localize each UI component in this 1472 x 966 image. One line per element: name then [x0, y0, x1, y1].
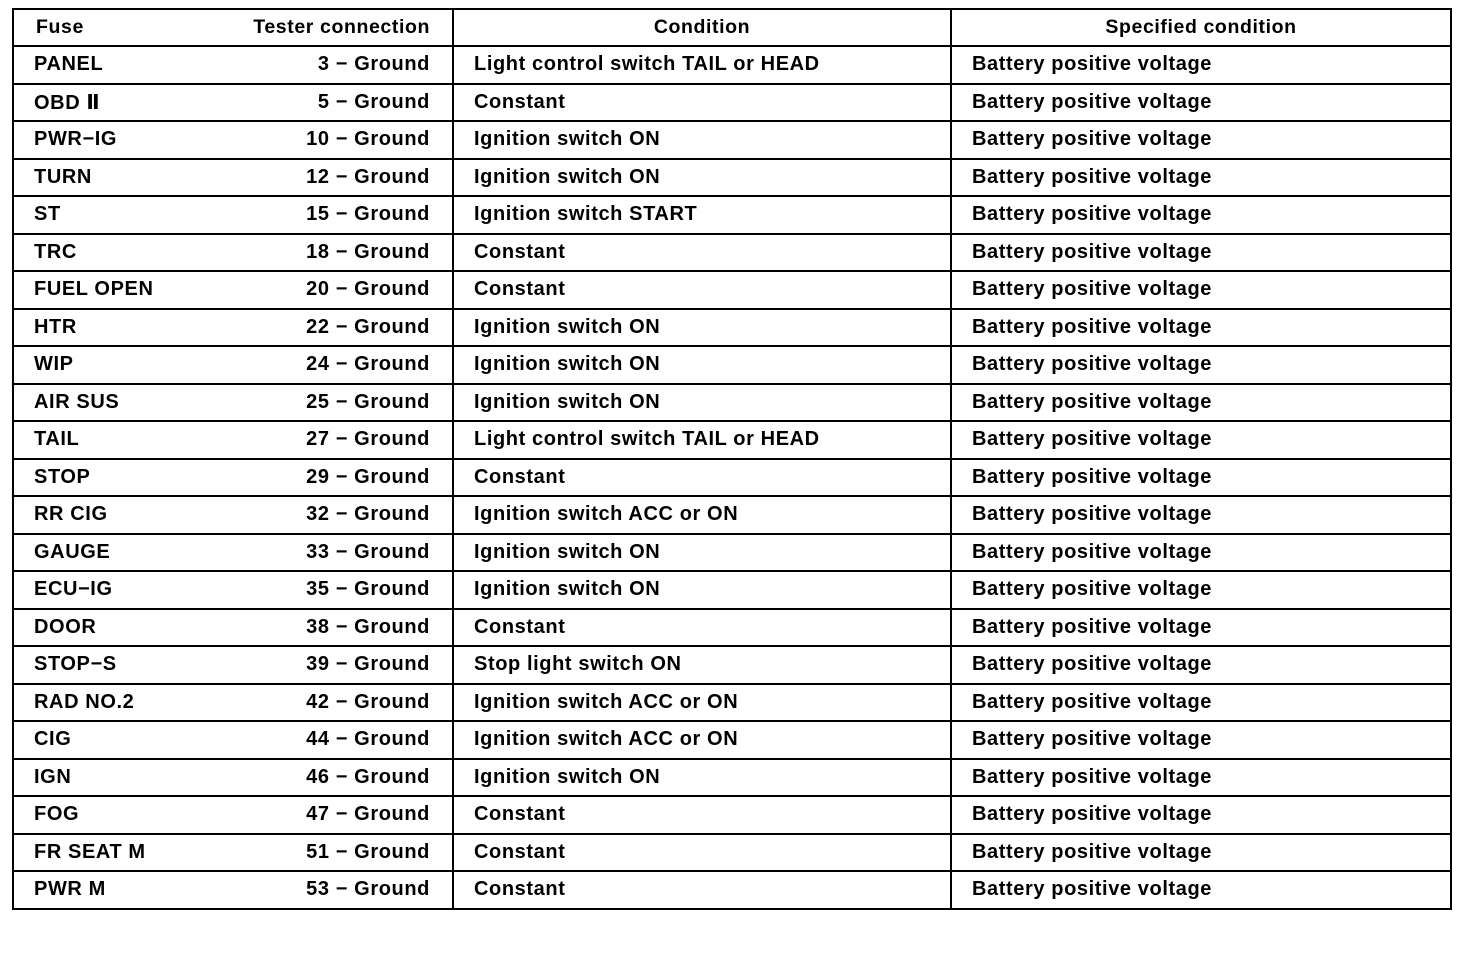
- fuse-spec-table: [12, 8, 1452, 910]
- specified-condition-cell: Battery positive voltage: [951, 84, 1451, 122]
- fuse-cell: ST: [13, 196, 213, 234]
- tester-connection-cell: 38 − Ground: [213, 609, 453, 647]
- condition-cell: Ignition switch ON: [453, 309, 951, 347]
- specified-condition-cell: Battery positive voltage: [951, 421, 1451, 459]
- specified-condition-cell: Battery positive voltage: [951, 271, 1451, 309]
- tester-connection-cell: 12 − Ground: [213, 159, 453, 197]
- fuse-cell: RR CIG: [13, 496, 213, 534]
- fuse-cell: CIG: [13, 721, 213, 759]
- fuse-cell: IGN: [13, 759, 213, 797]
- fuse-cell: HTR: [13, 309, 213, 347]
- table-row: [13, 534, 1451, 572]
- table-row: [13, 759, 1451, 797]
- fuse-cell: FR SEAT M: [13, 834, 213, 872]
- specified-condition-cell: Battery positive voltage: [951, 684, 1451, 722]
- specified-condition-cell: Battery positive voltage: [951, 534, 1451, 572]
- condition-cell: Ignition switch START: [453, 196, 951, 234]
- tester-connection-cell: 32 − Ground: [213, 496, 453, 534]
- condition-cell: Ignition switch ON: [453, 534, 951, 572]
- header-condition: Condition: [453, 9, 951, 46]
- condition-cell: Ignition switch ON: [453, 759, 951, 797]
- header-tester-connection: Tester connection: [213, 9, 453, 46]
- table-row: [13, 346, 1451, 384]
- fuse-cell: TRC: [13, 234, 213, 272]
- specified-condition-cell: Battery positive voltage: [951, 459, 1451, 497]
- table-row: [13, 196, 1451, 234]
- condition-cell: Ignition switch ACC or ON: [453, 684, 951, 722]
- tester-connection-cell: 24 − Ground: [213, 346, 453, 384]
- fuse-cell: STOP: [13, 459, 213, 497]
- table-row: [13, 459, 1451, 497]
- fuse-cell: PWR M: [13, 871, 213, 909]
- header-specified-condition: Specified condition: [951, 9, 1451, 46]
- table-row: [13, 309, 1451, 347]
- tester-connection-cell: 10 − Ground: [213, 121, 453, 159]
- table-row: [13, 646, 1451, 684]
- condition-cell: Ignition switch ON: [453, 346, 951, 384]
- specified-condition-cell: Battery positive voltage: [951, 834, 1451, 872]
- specified-condition-cell: Battery positive voltage: [951, 721, 1451, 759]
- condition-cell: Constant: [453, 834, 951, 872]
- fuse-cell: ECU−IG: [13, 571, 213, 609]
- tester-connection-cell: 51 − Ground: [213, 834, 453, 872]
- tester-connection-cell: 27 − Ground: [213, 421, 453, 459]
- specified-condition-cell: Battery positive voltage: [951, 871, 1451, 909]
- table-row: [13, 571, 1451, 609]
- specified-condition-cell: Battery positive voltage: [951, 159, 1451, 197]
- table-header-row: [13, 9, 1451, 46]
- tester-connection-cell: 3 − Ground: [213, 46, 453, 84]
- specified-condition-cell: Battery positive voltage: [951, 759, 1451, 797]
- specified-condition-cell: Battery positive voltage: [951, 196, 1451, 234]
- tester-connection-cell: 33 − Ground: [213, 534, 453, 572]
- table-row: [13, 871, 1451, 909]
- condition-cell: Light control switch TAIL or HEAD: [453, 421, 951, 459]
- specified-condition-cell: Battery positive voltage: [951, 121, 1451, 159]
- fuse-cell: PWR−IG: [13, 121, 213, 159]
- tester-connection-cell: 20 − Ground: [213, 271, 453, 309]
- condition-cell: Ignition switch ON: [453, 159, 951, 197]
- condition-cell: Stop light switch ON: [453, 646, 951, 684]
- table-row: [13, 271, 1451, 309]
- tester-connection-cell: 47 − Ground: [213, 796, 453, 834]
- condition-cell: Constant: [453, 234, 951, 272]
- condition-cell: Constant: [453, 796, 951, 834]
- fuse-cell: TAIL: [13, 421, 213, 459]
- specified-condition-cell: Battery positive voltage: [951, 571, 1451, 609]
- specified-condition-cell: Battery positive voltage: [951, 496, 1451, 534]
- table-body: [13, 46, 1451, 909]
- table-row: [13, 721, 1451, 759]
- fuse-cell: FOG: [13, 796, 213, 834]
- specified-condition-cell: Battery positive voltage: [951, 46, 1451, 84]
- table-row: [13, 159, 1451, 197]
- table-row: [13, 609, 1451, 647]
- condition-cell: Ignition switch ON: [453, 121, 951, 159]
- specified-condition-cell: Battery positive voltage: [951, 796, 1451, 834]
- table-row: [13, 496, 1451, 534]
- condition-cell: Constant: [453, 609, 951, 647]
- specified-condition-cell: Battery positive voltage: [951, 384, 1451, 422]
- tester-connection-cell: 29 − Ground: [213, 459, 453, 497]
- table-row: [13, 234, 1451, 272]
- condition-cell: Ignition switch ON: [453, 384, 951, 422]
- specified-condition-cell: Battery positive voltage: [951, 609, 1451, 647]
- condition-cell: Ignition switch ACC or ON: [453, 496, 951, 534]
- fuse-cell: RAD NO.2: [13, 684, 213, 722]
- fuse-cell: STOP−S: [13, 646, 213, 684]
- specified-condition-cell: Battery positive voltage: [951, 346, 1451, 384]
- tester-connection-cell: 53 − Ground: [213, 871, 453, 909]
- specified-condition-cell: Battery positive voltage: [951, 646, 1451, 684]
- fuse-cell: WIP: [13, 346, 213, 384]
- fuse-cell: AIR SUS: [13, 384, 213, 422]
- specified-condition-cell: Battery positive voltage: [951, 309, 1451, 347]
- tester-connection-cell: 44 − Ground: [213, 721, 453, 759]
- tester-connection-cell: 18 − Ground: [213, 234, 453, 272]
- header-fuse: Fuse: [13, 9, 213, 46]
- condition-cell: Ignition switch ON: [453, 571, 951, 609]
- table-row: [13, 421, 1451, 459]
- fuse-inspection-sheet: [12, 8, 1450, 956]
- fuse-cell: OBD Ⅱ: [13, 84, 213, 122]
- specified-condition-cell: Battery positive voltage: [951, 234, 1451, 272]
- table-row: [13, 384, 1451, 422]
- fuse-cell: TURN: [13, 159, 213, 197]
- condition-cell: Constant: [453, 271, 951, 309]
- table-row: [13, 46, 1451, 84]
- table-row: [13, 121, 1451, 159]
- tester-connection-cell: 42 − Ground: [213, 684, 453, 722]
- tester-connection-cell: 15 − Ground: [213, 196, 453, 234]
- table-row: [13, 684, 1451, 722]
- tester-connection-cell: 39 − Ground: [213, 646, 453, 684]
- fuse-cell: GAUGE: [13, 534, 213, 572]
- table-row: [13, 84, 1451, 122]
- fuse-cell: PANEL: [13, 46, 213, 84]
- tester-connection-cell: 46 − Ground: [213, 759, 453, 797]
- tester-connection-cell: 22 − Ground: [213, 309, 453, 347]
- condition-cell: Constant: [453, 84, 951, 122]
- tester-connection-cell: 35 − Ground: [213, 571, 453, 609]
- fuse-cell: FUEL OPEN: [13, 271, 213, 309]
- condition-cell: Light control switch TAIL or HEAD: [453, 46, 951, 84]
- condition-cell: Constant: [453, 459, 951, 497]
- table-row: [13, 834, 1451, 872]
- condition-cell: Constant: [453, 871, 951, 909]
- condition-cell: Ignition switch ACC or ON: [453, 721, 951, 759]
- tester-connection-cell: 25 − Ground: [213, 384, 453, 422]
- table-row: [13, 796, 1451, 834]
- tester-connection-cell: 5 − Ground: [213, 84, 453, 122]
- fuse-cell: DOOR: [13, 609, 213, 647]
